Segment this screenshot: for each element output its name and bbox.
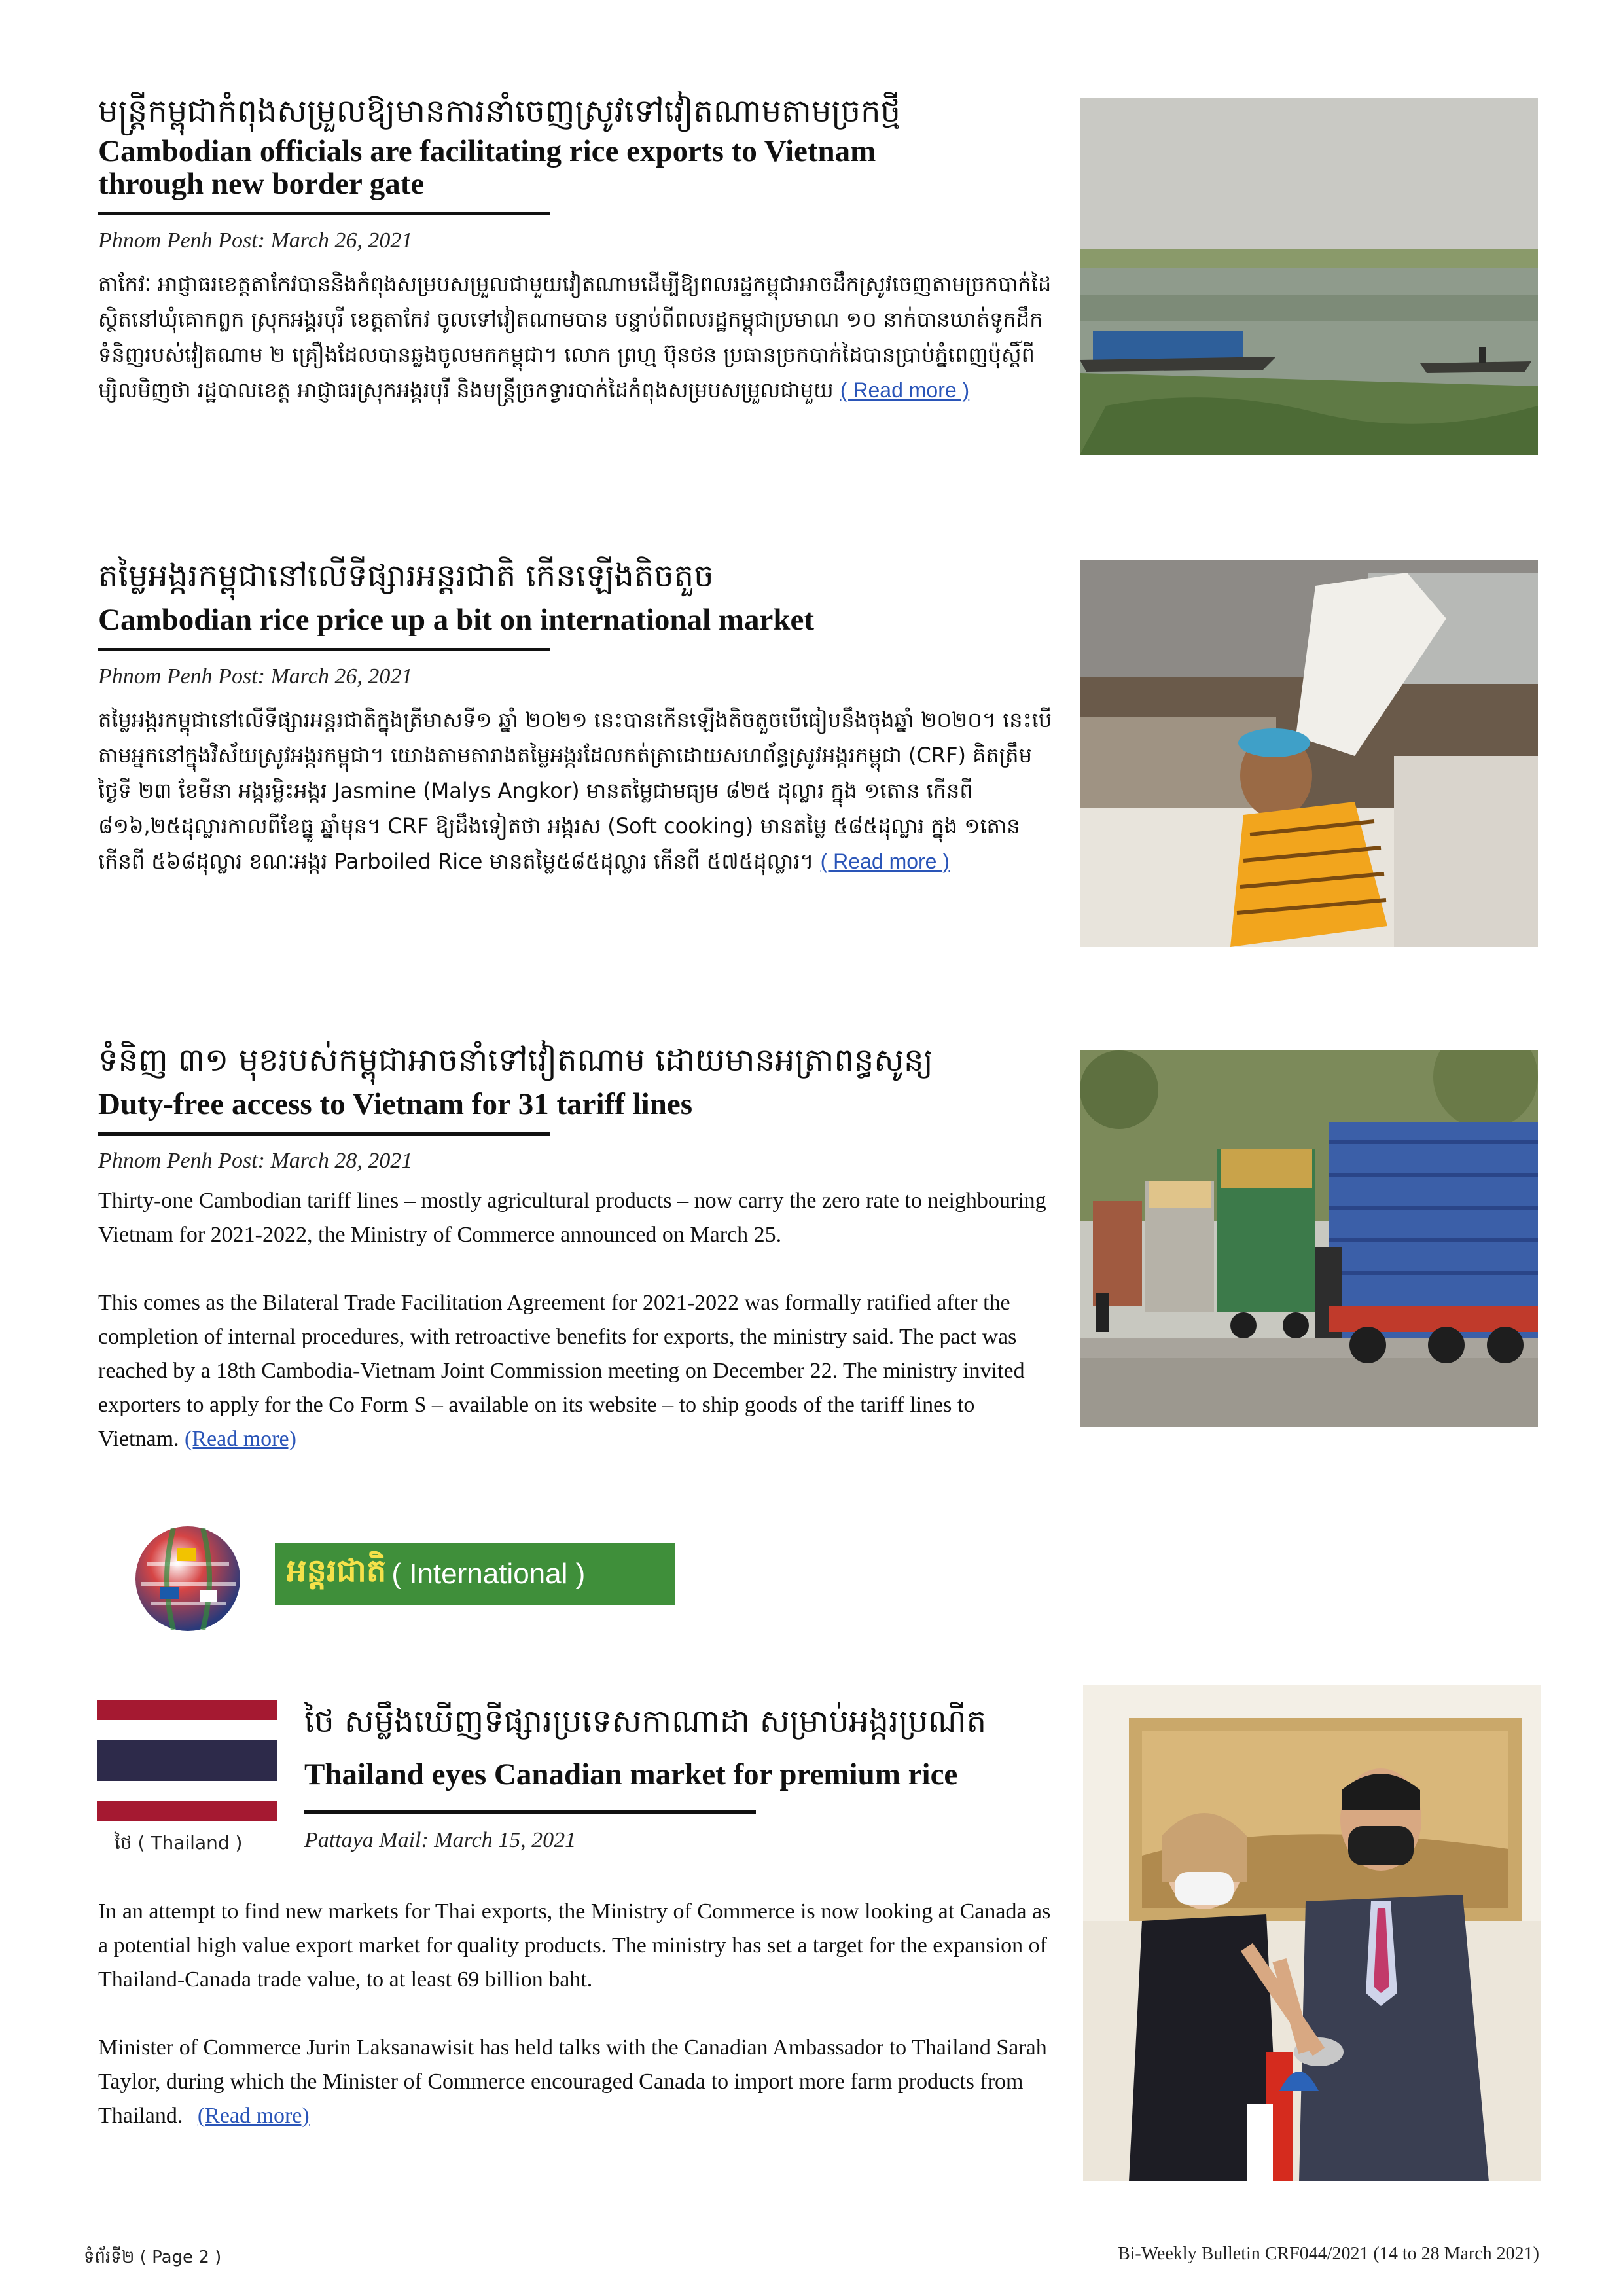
article-2-body — [98, 702, 1054, 879]
article-3-kh-title: ទំនិញ ៣១ មុខរបស់កម្ពុជាអាចនាំទៅវៀតណាម ដោយមានអត្រាពន្ធសូន្យ — [98, 1042, 933, 1079]
section-kh-label: អន្តរជាតិ — [287, 1552, 387, 1589]
thailand-article-body — [98, 1895, 1060, 2133]
article-2-en-title: Cambodian rice price up a bit on international market — [98, 603, 815, 637]
article-3-body — [98, 1184, 1054, 1456]
section-en-label: ( International ) — [391, 1558, 586, 1590]
article-3-photo — [1080, 1050, 1538, 1427]
article-1-body — [98, 266, 1054, 408]
thailand-article-header — [304, 1702, 1057, 1853]
article-3-paragraph-2-text: This comes as the Bilateral Trade Facilitation Agreement for 2021-2022 was formally ratified after the completion of internal procedures, with retroactive benefits for exports, the ministry said. The pact was reached by a 18th Cambodia-Vietnam Joint Commission meeting on December 22. The ministry invited exporters to apply for the Co Form S – available on its website – to ship goods of the tariff lines to Vietnam. — [98, 1291, 1025, 1451]
article-2-source: Phnom Penh Post: March 26, 2021 — [98, 664, 413, 689]
article-2 — [98, 556, 1052, 879]
article-2-read-more-link[interactable]: ( Read more ) — [820, 850, 950, 873]
thailand-kh-title: ថៃ សម្លឹងឃើញទីផ្សារប្រទេសកាណាដា សម្រាប់អង្ករប្រណីត — [304, 1703, 987, 1740]
footer-page-number: ទំព័រទី២ ( Page 2 ) — [84, 2248, 222, 2267]
rice-sack-worker-image — [1080, 560, 1538, 947]
thailand-source: Pattaya Mail: March 15, 2021 — [304, 1828, 577, 1852]
article-3-source: Phnom Penh Post: March 28, 2021 — [98, 1149, 413, 1173]
article-3-paragraph-2 — [98, 1286, 1054, 1456]
article-2-rule — [98, 648, 550, 651]
thailand-flag — [97, 1700, 277, 1821]
article-1-photo — [1080, 98, 1538, 455]
article-2-kh-title: តម្លៃអង្ករកម្ពុជានៅលើទីផ្សារអន្តរជាតិ កើនឡើងតិចតួច — [98, 558, 714, 594]
article-1-en-title: Cambodian officials are facilitating rice exports to Vietnam through new border gate — [98, 134, 876, 201]
article-2-photo — [1080, 560, 1538, 947]
article-3-en-title: Duty-free access to Vietnam for 31 tariff lines — [98, 1087, 692, 1121]
article-1-kh-title: មន្ត្រីកម្ពុជាកំពុងសម្រួលឱ្យមានការនាំចេញស្រូវទៅវៀតណាមតាមច្រកថ្មី — [98, 93, 901, 130]
thailand-rule — [304, 1810, 756, 1814]
thailand-paragraph-2-text: Minister of Commerce Jurin Laksanawisit has held talks with the Canadian Ambassador to Thailand Sarah Taylor, during which the Minister of Commerce encouraged Canada to import more farm products from Thailand. — [98, 2036, 1047, 2128]
article-1 — [98, 92, 1052, 408]
thailand-photo — [1083, 1685, 1541, 2181]
footer-bulletin-info: Bi-Weekly Bulletin CRF044/2021 (14 to 28 March 2021) — [1117, 2244, 1539, 2264]
article-1-read-more-link[interactable]: ( Read more ) — [840, 378, 970, 402]
thailand-paragraph-1: In an attempt to find new markets for Thai exports, the Ministry of Commerce is now looking at Canada as a potential high value export market for quality products. The ministry has set a target for the expansion of Thailand-Canada trade value, to at least 69 billion baht. — [98, 1899, 1051, 1992]
flags-globe-image — [134, 1525, 242, 1633]
article-1-source: Phnom Penh Post: March 26, 2021 — [98, 228, 413, 253]
thailand-en-title: Thailand eyes Canadian market for premium rice — [304, 1757, 958, 1791]
globe-icon — [134, 1525, 242, 1633]
article-3-rule — [98, 1132, 550, 1136]
thailand-paragraph-2 — [98, 2031, 1060, 2133]
article-3-read-more-link[interactable]: (Read more) — [185, 1427, 296, 1451]
article-3-paragraph-1: Thirty-one Cambodian tariff lines – mostly agricultural products – now carry the zero rate to neighbouring Vietnam for 2021-2022, the Ministry of Commerce announced on March 25. — [98, 1189, 1046, 1247]
article-1-body-text: តាកែវៈ អាជ្ញាធរខេត្តតាកែវបាននិងកំពុងសម្របសម្រួលជាមួយវៀតណាមដើម្បីឱ្យពលរដ្ឋកម្ពុជាអាចដឹកស្រូវចេញតាមច្រកបាក់ដៃ ស្ថិតនៅឃុំគោកព្លក ស្រុកអង្គរបុរី ខេត្តតាកែវ ចូលទៅវៀតណាមបាន បន្ទាប់ពីពលរដ្ឋកម្ពុជាប្រមាណ ១០ នាក់បានឃាត់ទូកដឹកទំនិញរបស់វៀតណាម ២ គ្រឿងដែលបានឆ្លងចូលមកកម្ពុជា។ លោក ព្រហ្ម ប៊ុនថន ប្រធានច្រកបាក់ដៃបានប្រាប់ភ្នំពេញប៉ុស្តិ៍ពីម្សិលមិញថា រដ្ឋបាលខេត្ត អាជ្ញាធរស្រុកអង្គរបុរី និងមន្ត្រីច្រកទ្វារបាក់ដៃកំពុងសម្របសម្រួលជាមួយ — [98, 272, 1052, 403]
thailand-read-more-link[interactable]: (Read more) — [197, 2104, 310, 2128]
thailand-flag-caption: ថៃ ( Thailand ) — [115, 1832, 243, 1854]
section-banner — [275, 1543, 675, 1605]
article-3 — [98, 1041, 1054, 1456]
article-1-rule — [98, 212, 550, 215]
trucks-convoy-image — [1080, 1050, 1538, 1427]
article-2-body-text: តម្លៃអង្ករកម្ពុជានៅលើទីផ្សារអន្តរជាតិក្នុងត្រីមាសទី១ ឆ្នាំ ២០២១ នេះបានកើនឡើងតិចតួចបើធៀបនឹងចុងឆ្នាំ ២០២០។ នេះបើតាមអ្នកនៅក្នុងវិស័យស្រូវអង្ករកម្ពុជា។ យោងតាមតារាងតម្លៃអង្ករដែលកត់ត្រាដោយសហព័ន្ធស្រូវអង្ករកម្ពុជា (CRF) គិតត្រឹមថ្ងៃទី ២៣ ខែមីនា អង្ករម្លិះអង្ករ Jasmine (Malys Angkor) មានតម្លៃជាមធ្យម ៨២៥ ដុល្លារ ក្នុង ១តោន កើនពី ៨១៦,២៥ដុល្លារកាលពីខែធ្នូ ឆ្នាំមុន។ CRF ឱ្យដឹងទៀតថា អង្ករស (Soft cooking) មានតម្លៃ ៥៨៥ដុល្លារ ក្នុង ១តោន កើនពី ៥៦៨ដុល្លារ ខណៈអង្ករ Parboiled Rice មានតម្លៃ៥៨៥ដុល្លារ កើនពី ៥៧៥ដុល្លារ។ — [98, 708, 1052, 874]
ministers-meeting-image — [1083, 1685, 1541, 2181]
river-boats-image — [1080, 98, 1538, 455]
